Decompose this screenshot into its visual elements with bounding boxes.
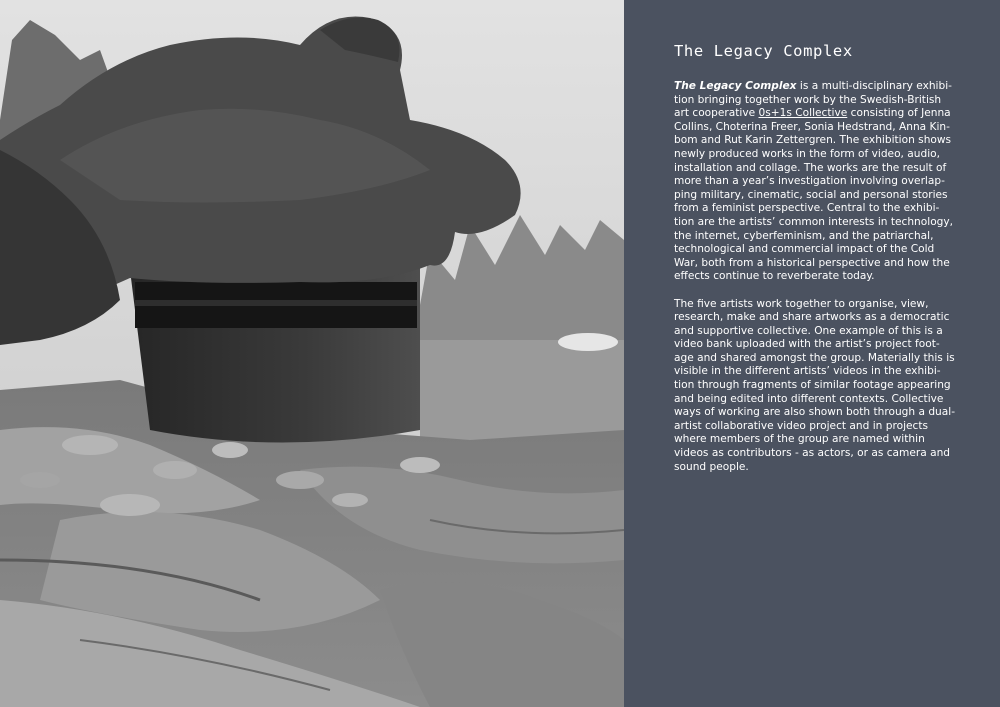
paragraph-line: the internet, cyberfeminism, and the patriarchal, [674,229,934,242]
paragraph-intro [674,80,974,284]
paragraph-line: and being edited into different contexts. Collective [674,392,944,405]
paragraph-line: ways of working are also shown both through a dual- [674,406,956,419]
paragraph-line-text: art cooperative [674,107,759,120]
paragraph-line: age and shared amongst the group. Materially this is [674,351,955,364]
paragraph-line: tion are the artists’ common interests in technology, [674,215,954,228]
paragraph-line: technological and commercial impact of the Cold [674,243,935,256]
collective-link[interactable]: 0s+1s Collective [758,107,848,120]
paragraph-line-text: is a multi-disciplinary exhibi- [796,80,952,92]
paragraph-line: artist collaborative video project and in projects [674,419,929,432]
paragraph-line: The five artists work together to organise, view, [674,297,929,310]
exhibition-description [674,80,974,488]
paragraph-line: more than a year’s investigation involving overlap- [674,175,945,188]
paragraph-line: from a feminist perspective. Central to the exhibi- [674,202,940,215]
exhibition-name-emphasis: The Legacy Complex [674,80,797,92]
paragraph-collective [674,298,974,475]
paragraph-line: video bank uploaded with the artist’s project foot- [674,338,940,351]
paragraph-line-text: consisting of Jenna [847,107,951,120]
paragraph-line [674,80,974,94]
paragraph-line: videos as contributors - as actors, or as camera and [674,447,951,460]
exhibition-title: The Legacy Complex [674,42,853,60]
paragraph-line [674,107,974,121]
paragraph-line: bom and Rut Karin Zettergren. The exhibition shows [674,134,952,147]
paragraph-line: and supportive collective. One example of this is a [674,324,943,337]
paragraph-line: installation and collage. The works are the result of [674,161,947,174]
paragraph-line: ping military, cinematic, social and personal stories [674,188,948,201]
paragraph-line: research, make and share artworks as a democratic [674,311,950,324]
paragraph-line: effects continue to reverberate today. [674,270,875,283]
paragraph-line: tion through fragments of similar footage appearing [674,379,951,392]
paragraph-line: War, both from a historical perspective and how the [674,256,950,269]
paragraph-line: tion bringing together work by the Swedish-British [674,93,942,106]
paragraph-line: Collins, Choterina Freer, Sonia Hedstrand, Anna Kin- [674,120,950,133]
text-panel [624,0,1000,707]
paragraph-line: newly produced works in the form of video, audio, [674,147,941,160]
paragraph-line: visible in the different artists’ videos in the exhibi- [674,365,941,378]
paragraph-line: where members of the group are named within [674,433,925,446]
paragraph-line: sound people. [674,460,749,473]
